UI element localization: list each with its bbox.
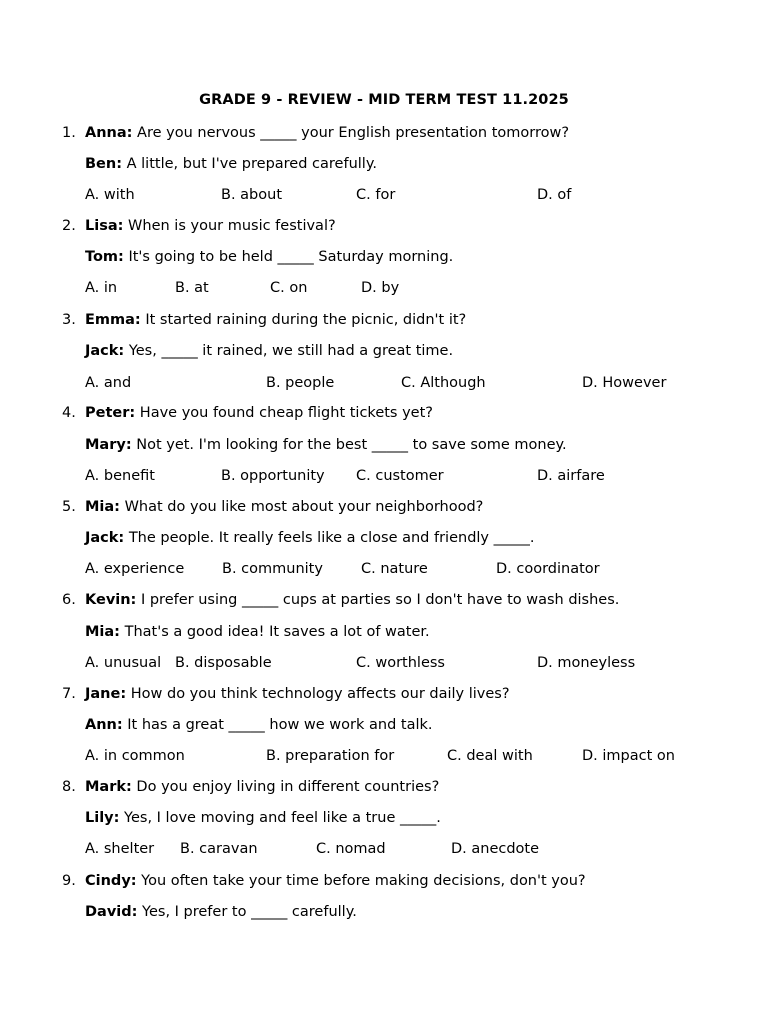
dialogue-line <box>85 685 510 703</box>
option-b: B. community <box>222 561 323 577</box>
option-d: D. However <box>582 375 667 391</box>
dialogue-text: Do you enjoy living in different countries? <box>131 779 440 795</box>
question-number: 9. <box>62 873 76 889</box>
option-a: A. shelter <box>85 841 155 857</box>
question-number: 3. <box>62 312 76 328</box>
option-c: C. customer <box>356 468 444 484</box>
speaker-name: Lily: <box>85 810 120 826</box>
option-d: D. of <box>537 187 572 203</box>
question-number: 4. <box>62 405 76 421</box>
speaker-name: Ben: <box>85 156 123 172</box>
question-number: 6. <box>62 592 76 608</box>
option-c: C. Although <box>401 375 486 391</box>
dialogue-text: Not yet. I'm looking for the best _____ to save some money. <box>131 437 567 453</box>
dialogue-line <box>85 623 430 641</box>
speaker-name: Jack: <box>85 343 125 359</box>
dialogue-line <box>85 404 433 422</box>
dialogue-text: Yes, _____ it rained, we still had a great time. <box>124 343 454 359</box>
option-b: B. preparation for <box>266 748 395 764</box>
speaker-name: Emma: <box>85 312 141 328</box>
option-a: A. experience <box>85 561 185 577</box>
speaker-name: David: <box>85 904 138 920</box>
dialogue-line <box>85 809 441 827</box>
dialogue-text: That's a good idea! It saves a lot of water. <box>119 624 430 640</box>
option-d: D. moneyless <box>537 655 636 671</box>
option-a: A. benefit <box>85 468 155 484</box>
option-d: D. anecdote <box>451 841 540 857</box>
page-title: GRADE 9 - REVIEW - MID TERM TEST 11.2025 <box>199 92 569 108</box>
option-c: C. on <box>270 280 308 296</box>
dialogue-line <box>85 716 433 734</box>
option-a: A. unusual <box>85 655 162 671</box>
speaker-name: Ann: <box>85 717 123 733</box>
dialogue-text: Yes, I prefer to _____ carefully. <box>137 904 357 920</box>
option-c: C. worthless <box>356 655 445 671</box>
dialogue-text: It has a great _____ how we work and talk. <box>122 717 433 733</box>
dialogue-line <box>85 124 569 142</box>
speaker-name: Jack: <box>85 530 125 546</box>
option-d: D. coordinator <box>496 561 600 577</box>
option-b: B. people <box>266 375 335 391</box>
option-a: A. in <box>85 280 118 296</box>
option-a: A. in common <box>85 748 185 764</box>
dialogue-text: What do you like most about your neighborhood? <box>119 499 484 515</box>
question-number: 1. <box>62 125 76 141</box>
dialogue-text: A little, but I've prepared carefully. <box>122 156 377 172</box>
option-b: B. at <box>175 280 209 296</box>
speaker-name: Mia: <box>85 499 120 515</box>
dialogue-line <box>85 155 377 173</box>
speaker-name: Mark: <box>85 779 132 795</box>
speaker-name: Tom: <box>85 249 124 265</box>
option-c: C. for <box>356 187 396 203</box>
option-c: C. nature <box>361 561 428 577</box>
dialogue-line <box>85 872 586 890</box>
dialogue-text: Are you nervous _____ your English presentation tomorrow? <box>132 125 570 141</box>
option-d: D. airfare <box>537 468 605 484</box>
dialogue-text: How do you think technology affects our daily lives? <box>126 686 510 702</box>
option-d: D. by <box>361 280 400 296</box>
dialogue-line <box>85 903 357 921</box>
question-number: 5. <box>62 499 76 515</box>
option-b: B. about <box>221 187 283 203</box>
dialogue-line <box>85 591 619 609</box>
option-b: B. opportunity <box>221 468 325 484</box>
dialogue-line <box>85 311 466 329</box>
option-a: A. and <box>85 375 132 391</box>
option-c: C. deal with <box>447 748 533 764</box>
dialogue-text: Have you found cheap flight tickets yet? <box>135 405 433 421</box>
speaker-name: Lisa: <box>85 218 124 234</box>
question-number: 2. <box>62 218 76 234</box>
option-c: C. nomad <box>316 841 386 857</box>
speaker-name: Mary: <box>85 437 132 453</box>
dialogue-line <box>85 436 567 454</box>
option-b: B. disposable <box>175 655 272 671</box>
dialogue-text: It's going to be held _____ Saturday morning. <box>123 249 454 265</box>
dialogue-text: I prefer using _____ cups at parties so I don't have to wash dishes. <box>136 592 620 608</box>
dialogue-line <box>85 498 483 516</box>
question-number: 7. <box>62 686 76 702</box>
question-number: 8. <box>62 779 76 795</box>
speaker-name: Cindy: <box>85 873 137 889</box>
dialogue-text: Yes, I love moving and feel like a true _____. <box>119 810 441 826</box>
dialogue-line <box>85 342 453 360</box>
speaker-name: Anna: <box>85 125 133 141</box>
speaker-name: Kevin: <box>85 592 137 608</box>
dialogue-line <box>85 248 453 266</box>
dialogue-text: When is your music festival? <box>123 218 336 234</box>
option-a: A. with <box>85 187 135 203</box>
speaker-name: Mia: <box>85 624 120 640</box>
dialogue-line <box>85 778 439 796</box>
dialogue-line <box>85 529 534 547</box>
speaker-name: Jane: <box>85 686 127 702</box>
dialogue-text: The people. It really feels like a close and friendly _____. <box>124 530 535 546</box>
dialogue-line <box>85 217 336 235</box>
option-d: D. impact on <box>582 748 675 764</box>
option-b: B. caravan <box>180 841 258 857</box>
speaker-name: Peter: <box>85 405 136 421</box>
dialogue-text: You often take your time before making decisions, don't you? <box>136 873 586 889</box>
dialogue-text: It started raining during the picnic, didn't it? <box>140 312 467 328</box>
